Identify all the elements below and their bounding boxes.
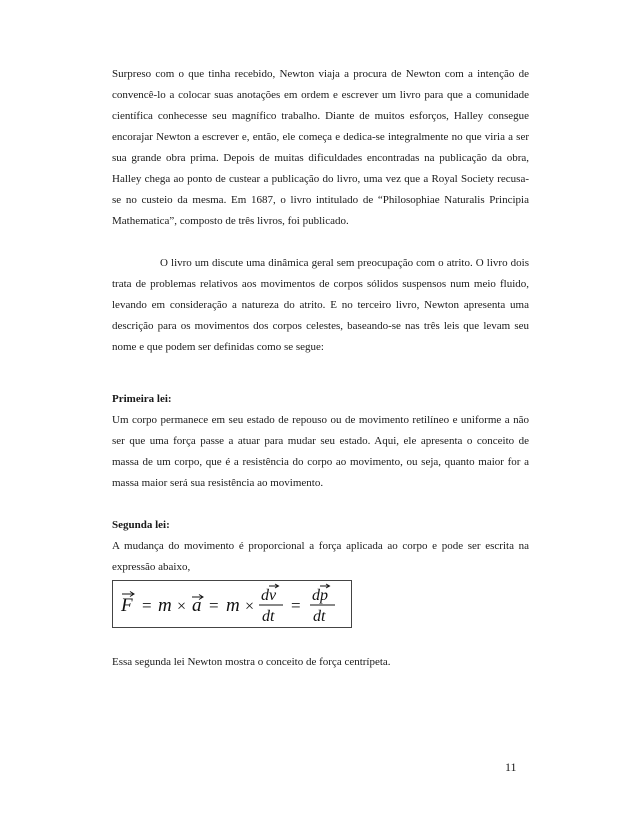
formula-dp-numerator: dp <box>312 587 328 604</box>
formula-dt-denominator-2: dt <box>313 608 326 625</box>
formula-times-2: × <box>245 598 255 615</box>
formula-dt-denominator-1: dt <box>262 608 275 625</box>
second-law-heading: Segunda lei: <box>112 519 170 531</box>
formula-equals-1: = <box>142 596 152 615</box>
second-law-formula <box>112 580 352 628</box>
paragraph-newton-principia: Surpreso com o que tinha recebido, Newton viaja a procura de Newton com a intenção de convencê-lo a colocar suas anotações em ordem e escrever um livro para que a comunidade científica conhecesse seu magnífico trabalho. Diante de muitos esforços, Halley consegue encorajar Newton a escrever e, então, ele começa e dedica-se integralmente no que viria a ser sua grande obra prima. Depois de muitas dificuldades encontradas na publicação da obra, Halley chega ao ponto de custear a publicação do livro, uma vez que a Royal Society recusa-se no custeio da mesma. Em 1687, o livro intitulado de “Philosophiae Naturalis Principia Mathematica”, composto de três livros, foi publicado. <box>112 68 529 227</box>
formula-acceleration-symbol: a <box>192 595 202 616</box>
formula-mass-symbol-1: m <box>158 595 172 616</box>
formula-dv-numerator: dv <box>261 587 277 604</box>
first-law-text: Um corpo permanece em seu estado de repouso ou de movimento retilíneo e uniforme a não ser que uma força passe a atuar para mudar seu estado. Aqui, ele apresenta o conceito de massa de um corpo, que é a resistência do corpo ao movimento, ou seja, quanto maior for a massa maior será sua resistência ao movimento. <box>112 414 529 489</box>
page-number: 11 <box>505 760 517 774</box>
formula-force-symbol: F <box>121 595 133 616</box>
formula-equals-2: = <box>209 596 219 615</box>
formula-mass-symbol-2: m <box>226 595 240 616</box>
first-law-heading: Primeira lei: <box>112 393 172 405</box>
second-law-text: A mudança do movimento é proporcional a força aplicada ao corpo e pode ser escrita na expressão abaixo, <box>112 540 529 573</box>
formula-equals-3: = <box>291 596 301 615</box>
formula-times-1: × <box>177 598 187 615</box>
paragraph-three-books: O livro um discute uma dinâmica geral sem preocupação com o atrito. O livro dois trata de problemas relativos aos movimentos de corpos sólidos suspensos num meio fluido, levando em consideração a natureza do atrito. E no terceiro livro, Newton apresenta uma descrição para os movimentos dos corpos celestes, baseando-se nas três leis que levam seu nome e que podem ser definidas como se segue: <box>112 257 529 353</box>
after-formula-text: Essa segunda lei Newton mostra o conceito de força centrípeta. <box>112 656 391 668</box>
